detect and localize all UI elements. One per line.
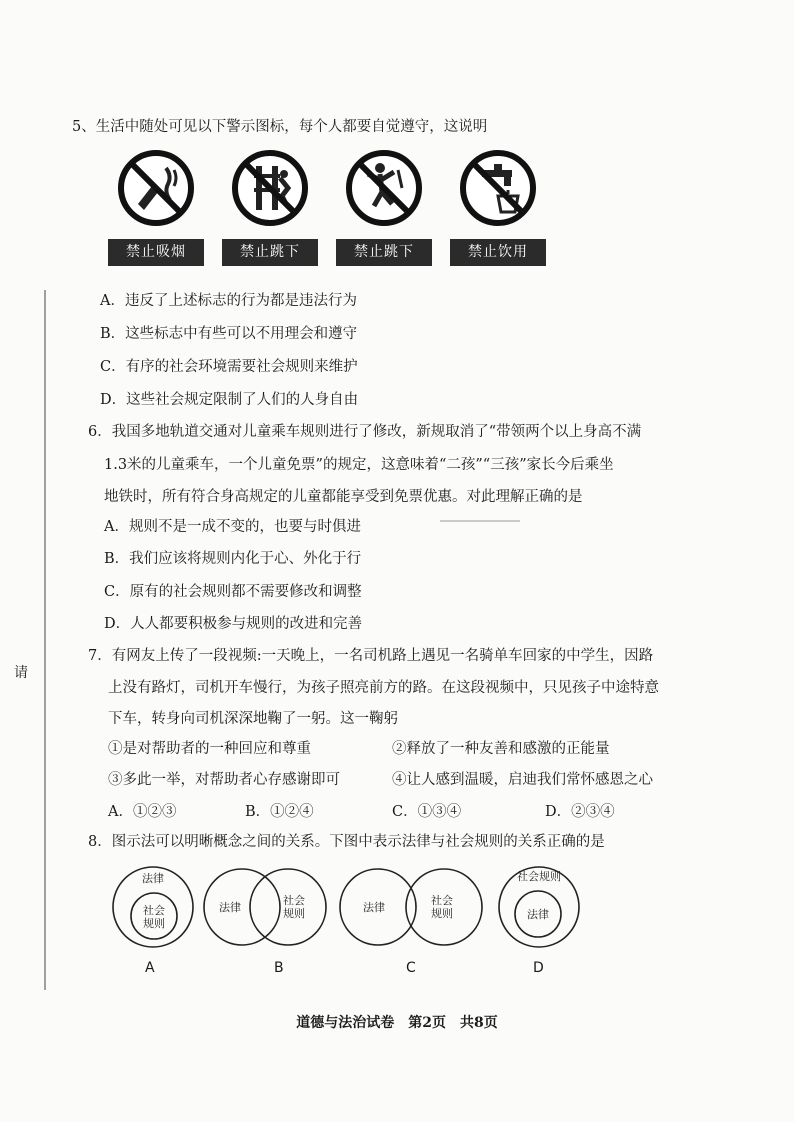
venn-a-inner-label-2: 规则 xyxy=(143,917,165,930)
sign-label: 禁止饮用 xyxy=(450,239,546,266)
q7-line-3: 下车，转身向司机深深地鞠了一躬。这一鞠躬 xyxy=(108,711,398,727)
q7-statement-2: ②释放了一种友善和感激的正能量 xyxy=(392,741,610,757)
venn-letter-c: C xyxy=(406,960,416,976)
margin-mark: 请 xyxy=(14,665,28,681)
venn-c-right-label-2: 规则 xyxy=(431,907,453,920)
q8-stem: 8．图示法可以明晰概念之间的关系。下图中表示法律与社会规则的关系正确的是 xyxy=(88,834,605,850)
q7-line-2: 上没有路灯，司机开车慢行，为孩子照亮前方的路。在这段视频中，只见孩子中途特意 xyxy=(108,680,659,696)
q5-stem: 5、生活中随处可见以下警示图标，每个人都要自觉遵守，这说明 xyxy=(72,119,488,135)
venn-a-inner-label-1: 社会 xyxy=(143,904,165,917)
q5-option-a: A．违反了上述标志的行为都是违法行为 xyxy=(100,293,357,309)
q6-option-c: C．原有的社会规则都不需要修改和调整 xyxy=(104,584,362,600)
scan-smudge xyxy=(440,520,520,522)
venn-a-outer-label: 法律 xyxy=(142,872,164,885)
q7-line-1: 7．有网友上传了一段视频:一天晚上，一名司机路上遇见一名骑单车回家的中学生，因路 xyxy=(88,648,654,664)
venn-b-left-label: 法律 xyxy=(219,901,241,914)
q7-statement-3: ③多此一举，对帮助者心存感谢即可 xyxy=(108,772,340,788)
q5-sign-row xyxy=(108,148,558,273)
sign-label: 禁止跳下 xyxy=(222,239,318,266)
venn-diagram-a xyxy=(108,862,198,956)
venn-b-left xyxy=(204,869,280,945)
no-drinking-icon xyxy=(458,148,538,228)
q5-option-d: D．这些社会规定限制了人们的人身自由 xyxy=(100,392,359,408)
venn-c-right-label-1: 社会 xyxy=(431,894,453,907)
sign-no-jumping-rail xyxy=(222,148,318,273)
venn-diagram-d xyxy=(494,862,584,956)
venn-letter-b: B xyxy=(274,960,284,976)
q6-line-1: 6．我国多地轨道交通对儿童乘车规则进行了修改，新规取消了“带领两个以上身高不满 xyxy=(88,424,642,440)
sign-no-jumping xyxy=(336,148,432,273)
venn-b-right-label-2: 规则 xyxy=(283,907,305,920)
venn-d-inner-label: 法律 xyxy=(527,908,549,921)
venn-b-right-label-1: 社会 xyxy=(283,894,305,907)
sign-no-smoking xyxy=(108,148,204,273)
no-jumping-rail-icon xyxy=(230,148,310,228)
q7-statement-1: ①是对帮助者的一种回应和尊重 xyxy=(108,741,311,757)
venn-letter-a: A xyxy=(145,960,155,976)
q5-option-c: C．有序的社会环境需要社会规则来维护 xyxy=(100,359,358,375)
q6-line-3: 地铁时，所有符合身高规定的儿童都能享受到免票优惠。对此理解正确的是 xyxy=(104,489,583,505)
venn-diagram-c xyxy=(336,862,486,956)
sign-no-drinking xyxy=(450,148,546,273)
q7-statement-4: ④让人感到温暖，启迪我们常怀感恩之心 xyxy=(392,772,653,788)
q6-option-a: A．规则不是一成不变的，也要与时俱进 xyxy=(104,519,361,535)
no-smoking-icon xyxy=(116,148,196,228)
sign-label: 禁止吸烟 xyxy=(108,239,204,266)
page-footer: 道德与法治试卷 第2页 共8页 xyxy=(296,1015,498,1031)
q7-option-d: D．②③④ xyxy=(545,804,615,820)
binding-line xyxy=(44,290,46,990)
venn-letter-d: D xyxy=(533,960,544,976)
q7-option-c: C．①③④ xyxy=(392,804,462,820)
venn-diagram-b xyxy=(200,862,330,956)
q7-option-b: B．①②④ xyxy=(245,804,314,820)
q5-option-b: B．这些标志中有些可以不用理会和遵守 xyxy=(100,326,358,342)
q7-option-a: A．①②③ xyxy=(108,804,177,820)
no-jumping-icon xyxy=(344,148,424,228)
sign-label: 禁止跳下 xyxy=(336,239,432,266)
q6-line-2: 1.3米的儿童乘车，一个儿童免票”的规定，这意味着“二孩”“三孩”家长今后乘坐 xyxy=(104,457,614,473)
venn-c-left-label: 法律 xyxy=(363,901,385,914)
venn-d-outer-label: 社会规则 xyxy=(517,870,561,883)
q6-option-b: B．我们应该将规则内化于心、外化于行 xyxy=(104,551,362,567)
q6-option-d: D．人人都要积极参与规则的改进和完善 xyxy=(104,616,363,632)
